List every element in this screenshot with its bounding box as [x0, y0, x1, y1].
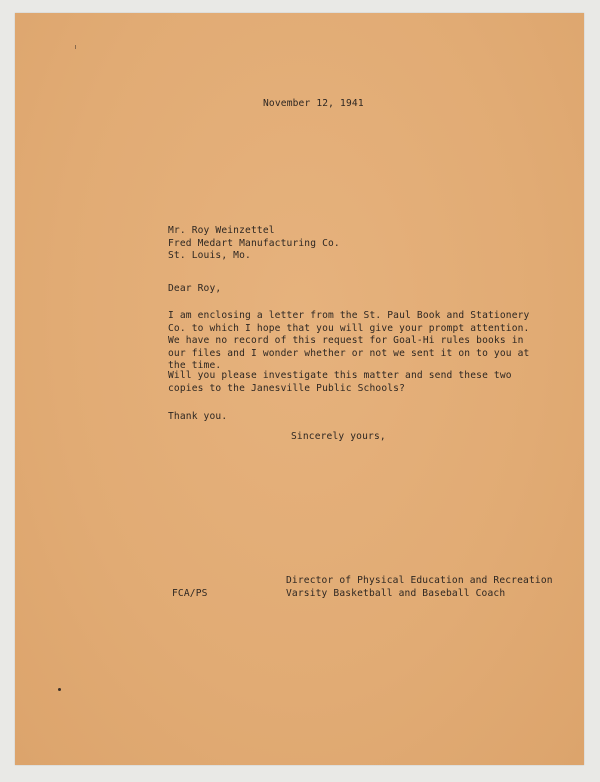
body-paragraph-2 — [168, 370, 512, 395]
paper-mark — [75, 45, 76, 49]
recipient-name: Mr. Roy Weinzettel — [168, 225, 275, 236]
body-paragraph-1 — [168, 310, 529, 373]
recipient-city: St. Louis, Mo. — [168, 250, 251, 261]
paragraph-line: We have no record of this request for Goal-Hi rules books in — [168, 335, 524, 346]
paragraph-line: copies to the Janesville Public Schools? — [168, 382, 406, 394]
paragraph-line: our files and I wonder whether or not we sent it on to you at — [168, 347, 530, 359]
letter-date: November 12, 1941 — [263, 98, 364, 109]
signature-title-1: Director of Physical Education and Recreation — [286, 575, 553, 586]
paragraph-line: Will you please investigate this matter and send these two — [168, 370, 512, 381]
letter-page — [15, 13, 584, 765]
paragraph-line: I am enclosing a letter from the St. Paul Book and Stationery — [168, 310, 530, 321]
signature-block — [286, 575, 553, 600]
ink-speck — [58, 688, 61, 691]
thanks-line: Thank you. — [168, 411, 228, 422]
recipient-company: Fred Medart Manufacturing Co. — [168, 237, 340, 249]
paragraph-line: the time. — [168, 360, 222, 371]
recipient-address — [168, 225, 340, 263]
salutation: Dear Roy, — [168, 283, 222, 294]
closing: Sincerely yours, — [291, 431, 386, 442]
signature-title-2: Varsity Basketball and Baseball Coach — [286, 587, 506, 599]
paragraph-line: Co. to which I hope that you will give your prompt attention. — [168, 322, 530, 334]
typist-initials: FCA/PS — [172, 588, 208, 599]
